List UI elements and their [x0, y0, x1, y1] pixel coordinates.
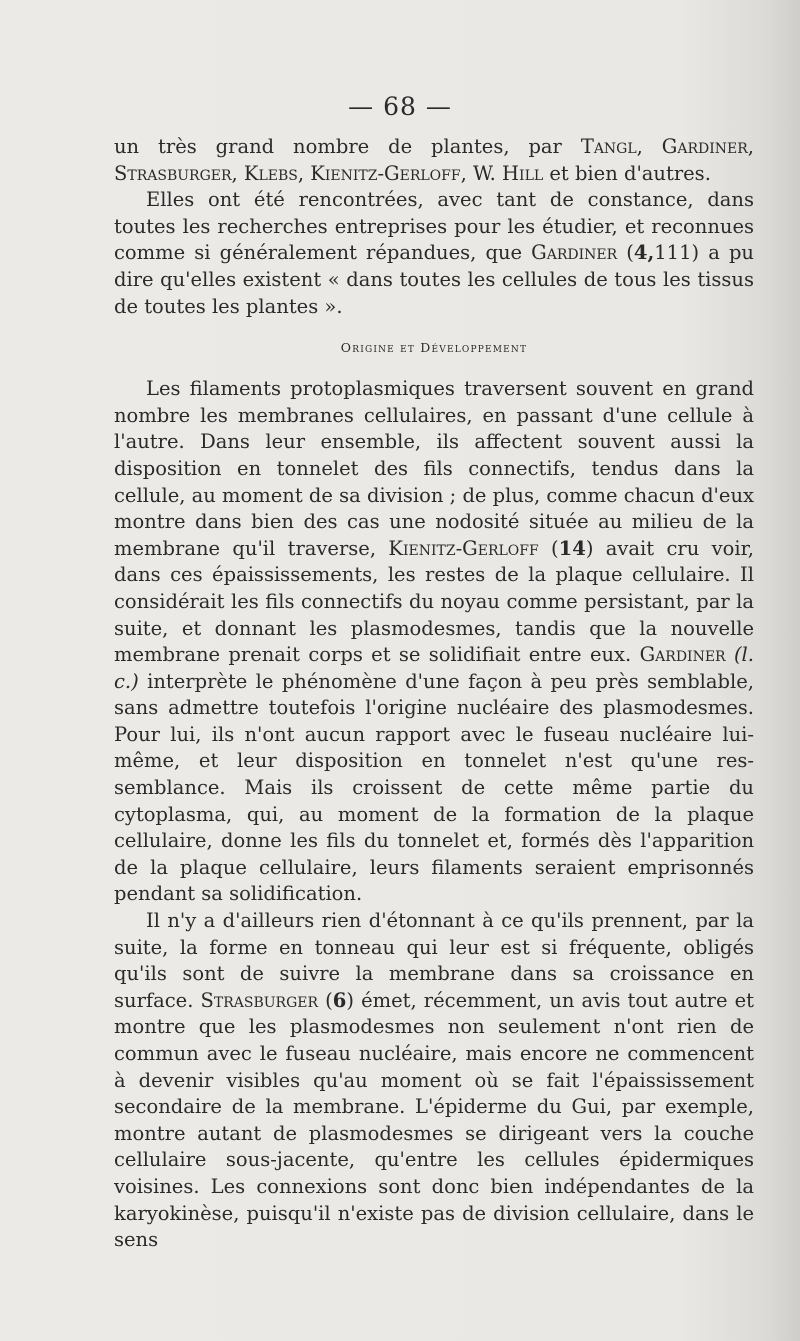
page-body — [114, 134, 754, 1254]
paragraph — [114, 376, 754, 908]
author-name: Gardiner — [639, 643, 726, 667]
reference-number: 6 — [332, 988, 347, 1012]
text-run: 111) a pu dire qu'elles existent « dans toutes les cellules de tous les tissus de toutes les plantes ». — [114, 241, 754, 318]
text-run: et bien d'autres. — [543, 161, 711, 185]
author-name: Kienitz-Gerloff — [310, 161, 461, 185]
text-run: un très grand nombre de plantes, par — [114, 135, 581, 158]
text-run: , — [231, 161, 244, 185]
author-name: Kienitz-Gerloff — [388, 536, 539, 560]
text-run: ) avait cru voir, dans ces épaississements, les restes de la plaque cellulaire. Il considérait les fils connectifs du noyau comme persistant, par la suite, et donnant les plasmodesmes, tandis que la nouvelle membrane prenait corps et se solidifiait entre eux. — [114, 536, 754, 667]
text-run: ( — [538, 536, 559, 560]
author-name: Gardiner — [531, 241, 618, 265]
text-run: Les filaments protoplasmiques traversent souvent en grand nombre les membranes cellulaires, en passant d'une cellule à l'autre. Dans leur ensemble, ils affectent souvent aussi la disposition en tonnelet des fils connectifs, tendus dans la cellule, au moment de sa division ; de plus, comme chacun d'eux montre dans bien des cas une nodosité située au milieu de la membrane qu'il traverse, — [114, 377, 755, 560]
text-run — [726, 643, 734, 666]
text-run: , — [636, 135, 662, 158]
citation-abbrev: (l. c.) — [114, 643, 754, 693]
text-run: ( — [617, 241, 634, 265]
author-name: Strasburger — [200, 988, 319, 1012]
author-name: Tangl — [580, 135, 637, 158]
author-name: Klebs — [243, 161, 298, 185]
reference-number: 14 — [558, 536, 586, 560]
text-run: Elles ont été rencontrées, avec tant de constance, dans toutes les recherches entreprises pour les étudier, et reconnues comme si généralement répandues, que — [114, 188, 754, 265]
paragraph-continuation — [114, 134, 754, 187]
section-heading: Origine et Développement — [340, 340, 528, 356]
text-run: , W. — [460, 161, 503, 185]
text-run: interprète le phénomène d'une façon à peu près semblable, sans admettre toutefois l'origine nucléaire des plasmodesmes. Pour lui, ils n'ont aucun rapport avec le fuseau nucléaire lui-même, et leur disposition en tonnelet n'est qu'une ressemblance. Mais ils croissent de cette même partie du cytoplasma, qui, au moment de la formation de la plaque cellulaire, donne les fils du tonnelet et, formés dès l'apparition de la plaque cellulaire, leurs filaments seraient emprisonnés pendant sa solidification. — [114, 669, 754, 906]
text-run: Il n'y a d'ailleurs rien d'étonnant à ce qu'ils prennent, par la suite, la forme en tonneau qui leur est si fréquente, obligés qu'ils sont de suivre la membrane dans sa croissance en surface. — [114, 909, 754, 1012]
text-run: , — [747, 135, 754, 158]
reference-number: 4, — [633, 241, 655, 265]
author-name: Strasburger — [114, 161, 232, 185]
text-run: ( — [318, 988, 333, 1012]
paragraph — [114, 908, 754, 1254]
author-name: Gardiner — [661, 135, 748, 158]
author-name: Hill — [502, 161, 544, 185]
text-run: ) émet, récemment, un avis tout autre et montre que les plasmodesmes non seulement n'ont rien de commun avec le fuseau nucléaire, mais encore ne commencent à devenir visibles qu'au moment où se fait l'épaississement secondaire de la membrane. L'épiderme du Gui, par exemple, montre autant de plasmodesmes se dirigeant vers la couche cellulaire sous-jacente, qu'entre les cellules épidermiques voisines. Les connexions sont donc bien indépendantes de la karyokinèse, puisqu'il n'existe pas de division cellulaire, dans le sens — [114, 988, 755, 1252]
text-run: , — [297, 161, 311, 185]
paragraph — [114, 187, 754, 320]
page-number: — 68 — — [348, 92, 452, 121]
